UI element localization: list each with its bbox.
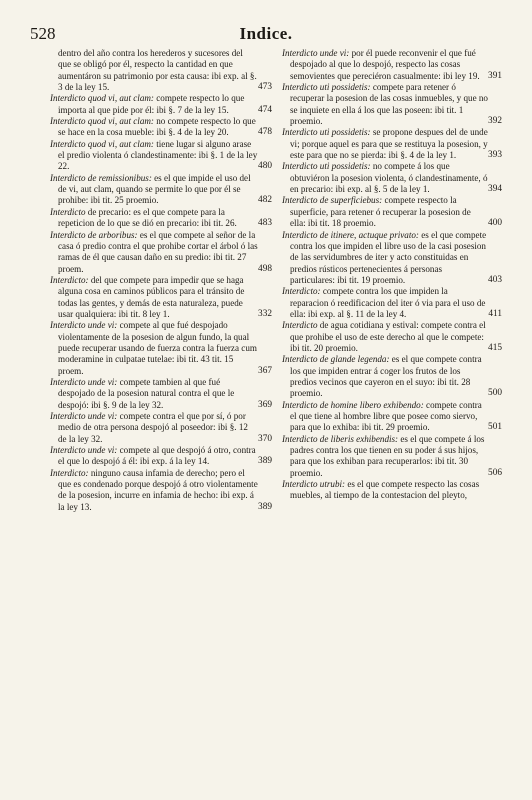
entry-page-ref: 501: [488, 422, 502, 433]
index-entry: [50, 230, 272, 275]
entry-text: compete contra el que por sí, ó por medio de otra persona despojó al poseedor: ibi §. 12 de la ley 32.: [58, 411, 248, 444]
entry-text: no compete respecto lo que se hace en la cosa mueble: ibi §. 4 de la ley 20.: [58, 116, 256, 138]
entry-page-ref: 411: [488, 308, 502, 319]
right-column: [282, 48, 502, 788]
entry-text: es el que compete al señor de la casa ó predio contra el que prohibe cortar el árbol ó las ramas de él que causan daño en su predio: ibi tit. 27 proem.: [58, 229, 258, 274]
entry-text: compete para retener ó recuperar la posesion de las cosas inmuebles, y que no se inquiete en ella á los que las poseen: ibi tit. 1 proemio.: [290, 82, 488, 127]
entry-text: compete respecto lo que importa al que pide por él: ibi §. 7 de la ley 15.: [58, 93, 245, 115]
entry-term: Interdicto:: [50, 274, 89, 285]
entry-term: Interdicto: [50, 206, 86, 217]
entry-term: Interdicto de liberis exhibendis:: [282, 433, 399, 444]
index-entry: [282, 230, 502, 287]
entry-text: tiene lugar si alguno arase el predio violenta ó clandestinamente: ibi §. 1 de la ley 22.: [58, 138, 258, 172]
entry-text: se propone despues del de unde vi; porque aquel es para que se restituya la posesion, y este para que no se pierda: ibi §. 4 de la ley 1.: [290, 127, 488, 161]
index-entry: [282, 320, 502, 354]
page-header: [30, 24, 502, 46]
index-entry: [282, 434, 502, 479]
entry-page-ref: 332: [258, 308, 272, 319]
entry-text: es el que compete contra los que impiden el libre uso de la casi posesion de las servidumbres de iter y acto constituidas en predios rústicos pertenecientes á personas particulares: ibi tit. 19 proemio.: [290, 229, 487, 285]
index-entry: [50, 139, 272, 173]
index-columns: [30, 48, 502, 788]
index-entry: [282, 286, 502, 320]
entry-text: del que compete para impedir que se haga alguna cosa en caminos públicos para el tránsito de todas las gentes, y demás de esta naturaleza, puede usar qualquiera: ibi tit. 8 ley 1.: [58, 274, 245, 319]
entry-page-ref: 403: [488, 274, 502, 285]
entry-page-ref: 474: [258, 104, 272, 115]
entry-page-ref: 389: [258, 456, 272, 467]
index-entry: [50, 173, 272, 207]
entry-term: Interdicto unde vi:: [50, 320, 118, 331]
entry-text: es el que compete á los padres contra los que tienen en su poder á sus hijos, para que los exhiban para recuperarlos: ibi tit. 30 proemio.: [290, 433, 485, 478]
index-entry: [282, 195, 502, 229]
entry-page-ref: 498: [258, 263, 272, 274]
entry-term: Interdicto unde vi:: [50, 376, 118, 387]
entry-page-ref: 478: [258, 127, 272, 138]
index-entry: [50, 320, 272, 377]
entry-text: no compete á los que obtuviéron la posesion violenta, ó clandestinamente, ó en precario: ibi exp. al §. 5 de la ley 1.: [290, 161, 488, 195]
entry-term: Interdicto unde vi:: [50, 445, 118, 456]
entry-page-ref: 473: [258, 82, 272, 93]
left-column: [50, 48, 272, 788]
index-entry: [282, 479, 502, 502]
index-entry: [50, 445, 272, 468]
index-entry: [282, 354, 502, 399]
entry-term: Interdicto de itinere, actuque privato:: [282, 229, 419, 240]
index-entry: [282, 400, 502, 434]
entry-page-ref: 506: [488, 467, 502, 478]
entry-term: Interdicto de glande legenda:: [282, 354, 390, 365]
entry-text: es el que impide el uso del de vi, aut clam, quando se permite lo que por él se prohibe: ibi tit. 25 proemio.: [58, 172, 251, 206]
index-entry: [282, 82, 502, 127]
entry-text: compete contra los que impiden la reparacion ó reedificacion del iter ó via para el uso de ella: ibi exp. al §. 11 de la ley 4.: [290, 286, 486, 319]
index-entry: [50, 411, 272, 445]
index-entry: [50, 275, 272, 320]
entry-text: compete al que fué despojado violentamente de la posesion de algun fundo, la qual puede recuperar usando de fuerza contra la fuerza cum moderamine in culpatae tutelae: ibi tit. 43 tit. 15 proem.: [58, 320, 257, 376]
entry-term: Interdicto uti possidetis:: [282, 82, 371, 93]
entry-text: de precario: es el que compete para la repeticion de lo que se dió en precario: ibi tit. 26.: [58, 206, 237, 229]
entry-term: Interdicto quod vi, aut clam:: [50, 116, 154, 127]
entry-page-ref: 482: [258, 195, 272, 206]
entry-text: es el que compete respecto las cosas muebles, al tiempo de la contestacion del pleyto,: [290, 479, 480, 501]
index-entry: [50, 93, 272, 116]
entry-page-ref: 367: [258, 365, 272, 376]
entry-text: compete al que despojó á otro, contra el que lo despojó á él: ibi exp. á la ley 14.: [58, 445, 256, 467]
index-entry: [50, 468, 272, 513]
entry-term: Interdicto de remissionibus:: [50, 172, 152, 183]
entry-page-ref: 394: [488, 184, 502, 195]
entry-term: Interdicto uti possidetis:: [282, 161, 371, 172]
entry-text: por él puede reconvenir el que fué despojado al que lo despojó, respecto las cosas semovientes que pereciéron casualmente: ibi ley 19.: [290, 48, 480, 81]
entry-term: Interdicto:: [50, 467, 89, 478]
entry-text: compete respecto la superficie, para retener ó recuperar la posesion de ella: ibi tit. 18 proemio.: [290, 195, 471, 229]
entry-page-ref: 369: [258, 399, 272, 410]
entry-term: Interdicto utrubi:: [282, 479, 346, 490]
index-entry: [282, 48, 502, 82]
entry-term: Interdicto quod vi, aut clam:: [50, 138, 154, 149]
index-entry: [282, 127, 502, 161]
entry-page-ref: 370: [258, 433, 272, 444]
entry-text: dentro del año contra los herederos y sucesores del que se obligó por él, respecto la cantidad en que aumentáron su patrimonio por esta causa: ibi exp. al §. 3 de la ley 15.: [58, 48, 257, 93]
index-entry: [50, 48, 272, 93]
entry-text: ninguno causa infamia de derecho; pero el que es condenado porque despojó á otro violentamente de la posesion, incurre en infamia de hecho: ibi exp. á la ley 13.: [58, 467, 258, 512]
index-entry: [282, 161, 502, 195]
entry-term: Interdicto de superficiebus:: [282, 195, 383, 206]
entry-page-ref: 389: [258, 501, 272, 512]
entry-text: compete tambien al que fué despojado de la posesion natural contra el que le despojó: ibi §. 9 de la ley 32.: [58, 376, 235, 410]
entry-term: Interdicto: [282, 320, 318, 331]
entry-term: Interdicto unde vi:: [50, 411, 118, 421]
entry-term: Interdicto de arboribus:: [50, 229, 138, 240]
entry-term: Interdicto de homine libero exhibendo:: [282, 399, 424, 410]
page-title: Indice.: [239, 24, 293, 43]
page-number: 528: [30, 24, 56, 43]
entry-page-ref: 392: [488, 116, 502, 127]
entry-text: compete contra el que tiene al hombre libre que posee como siervo, para que lo exhiba: ibi tit. 29 proemio.: [290, 399, 482, 433]
entry-term: Interdicto:: [282, 286, 321, 297]
entry-text: de agua cotidiana y estival: compete contra el que prohibe el uso de este derecho al que le compete: ibi tit. 20 proemio.: [290, 320, 486, 353]
entry-page-ref: 400: [488, 218, 502, 229]
entry-page-ref: 500: [488, 388, 502, 399]
index-entry: [50, 377, 272, 411]
entry-page-ref: 480: [258, 161, 272, 172]
entry-page-ref: 391: [488, 70, 502, 81]
entry-term: Interdicto unde vi:: [282, 48, 350, 58]
entry-term: Interdicto uti possidetis:: [282, 127, 371, 138]
entry-text: es el que compete contra los que impiden entrar á coger los frutos de los predios vecinos que cayeron en el suyo: ibi tit. 28 proemio.: [290, 354, 482, 399]
entry-page-ref: 415: [488, 342, 502, 353]
entry-page-ref: 483: [258, 218, 272, 229]
entry-term: Interdicto quod vi, aut clam:: [50, 93, 154, 104]
index-entry: [50, 207, 272, 230]
index-entry: [50, 116, 272, 139]
entry-page-ref: 393: [488, 150, 502, 161]
